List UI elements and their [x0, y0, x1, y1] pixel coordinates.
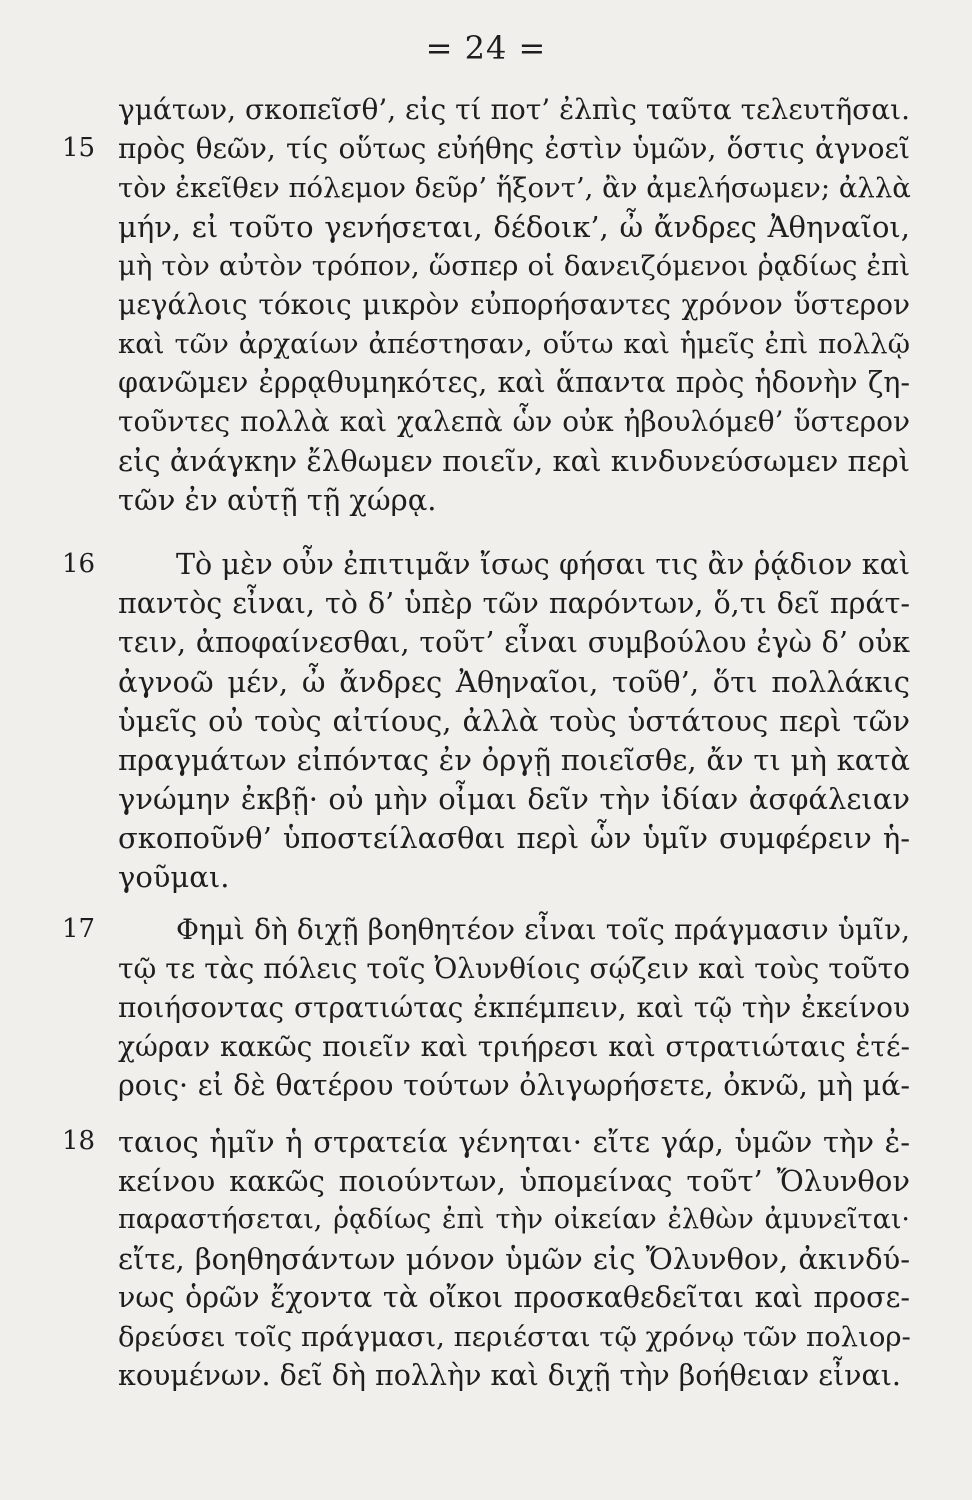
text-line: ὑμεῖς οὐ τοὺς αἰτίους, ἀλλὰ τοὺς ὑστάτους περὶ τῶν — [118, 704, 910, 738]
text-line: ποιήσοντας στρατιώτας ἐκπέμπειν, καὶ τῷ τὴν ἐκείνου — [118, 991, 910, 1024]
text-line: Τὸ μὲν οὖν ἐπιτιμᾶν ἴσως φήσαι τις ἂν ῥᾴδιον καὶ — [176, 548, 910, 581]
text-line: πρὸς θεῶν, τίς οὕτως εὐήθης ἐστὶν ὑμῶν, ὅστις ἀγνοεῖ — [118, 132, 910, 165]
section-number-17: 17 — [62, 914, 96, 944]
text-line: παντὸς εἶναι, τὸ δ’ ὑπὲρ τῶν παρόντων, ὅ,τι δεῖ πράτ- — [118, 587, 910, 620]
text-line: τοῦντες πολλὰ καὶ χαλεπὰ ὧν οὐκ ἠβουλόμεθ’ ὕστερον — [118, 405, 910, 438]
text-line: μὴ τὸν αὐτὸν τρόπον, ὥσπερ οἱ δανειζόμενοι ῥᾳδίως ἐπὶ — [118, 250, 910, 282]
text-line: τὸν ἐκεῖθεν πόλεμον δεῦρ’ ἥξοντ’, ἂν ἀμελήσωμεν; ἀλλὰ — [118, 172, 911, 204]
text-line: Φημὶ δὴ διχῇ βοηθητέον εἶναι τοῖς πράγμασιν ὑμῖν, — [176, 913, 910, 946]
page-number: = 24 = — [425, 29, 547, 67]
text-line: παραστήσεται, ῥᾳδίως ἐπὶ τὴν οἰκείαν ἐλθὼν ἀμυνεῖται· — [118, 1204, 910, 1235]
text-line: πραγμάτων εἰπόντας ἐν ὀργῇ ποιεῖσθε, ἄν τι μὴ κατὰ — [118, 743, 910, 777]
text-line: δρεύσει τοῖς πράγμασι, περιέσται τῷ χρόνῳ τῶν πολιορ- — [118, 1321, 911, 1353]
text-line: σκοποῦνθ’ ὑποστείλασθαι περὶ ὧν ὑμῖν συμφέρειν ἡ- — [118, 821, 910, 855]
text-line: εἴτε, βοηθησάντων μόνον ὑμῶν εἰς Ὄλυνθον, ἀκινδύ- — [118, 1242, 910, 1276]
section-number-15: 15 — [62, 133, 96, 163]
text-line: γνώμην ἐκβῇ· οὐ μὴν οἶμαι δεῖν τὴν ἰδίαν ἀσφάλειαν — [118, 782, 910, 816]
text-line: γοῦμαι. — [118, 860, 230, 894]
text-line: φανῶμεν ἐρρᾳθυμηκότες, καὶ ἅπαντα πρὸς ἡδονὴν ζη- — [118, 366, 910, 399]
text-line: ἀγνοῶ μέν, ὦ ἄνδρες Ἀθηναῖοι, τοῦθ’, ὅτι πολλάκις — [118, 665, 910, 699]
text-line: μεγάλοις τόκοις μικρὸν εὐπορήσαντες χρόνον ὕστερον — [118, 288, 910, 321]
section-number-18: 18 — [62, 1126, 96, 1156]
text-line: κουμένων. δεῖ δὴ πολλὴν καὶ διχῇ τὴν βοήθειαν εἶναι. — [118, 1359, 901, 1392]
text-line: μήν, εἰ τοῦτο γενήσεται, δέδοικ’, ὦ ἄνδρες Ἀθηναῖοι, — [118, 210, 910, 244]
text-line: ταιος ἡμῖν ἡ στρατεία γένηται· εἴτε γάρ, ὑμῶν τὴν ἐ- — [118, 1125, 910, 1159]
text-line: καὶ τῶν ἀρχαίων ἀπέστησαν, οὕτω καὶ ἡμεῖς ἐπὶ πολλῷ — [118, 328, 910, 360]
text-line: εἰς ἀνάγκην ἔλθωμεν ποιεῖν, καὶ κινδυνεύσωμεν περὶ — [118, 444, 910, 478]
text-line: ροις· εἰ δὲ θατέρου τούτων ὀλιγωρήσετε, ὀκνῶ, μὴ μά- — [118, 1069, 910, 1102]
text-line: νως ὁρῶν ἔχοντα τὰ οἴκοι προσκαθεδεῖται καὶ προσε- — [118, 1281, 910, 1314]
text-line: χώραν κακῶς ποιεῖν καὶ τριήρεσι καὶ στρατιώταις ἑτέ- — [118, 1030, 910, 1063]
text-line: τειν, ἀποφαίνεσθαι, τοῦτ’ εἶναι συμβούλου ἐγὼ δ’ οὐκ — [118, 626, 910, 659]
text-line: γμάτων, σκοπεῖσθ’, εἰς τί ποτ’ ἐλπὶς ταῦτα τελευτῆσαι. — [118, 93, 910, 126]
text-line: τῷ τε τὰς πόλεις τοῖς Ὀλυνθίοις σῴζειν καὶ τοὺς τοῦτο — [118, 952, 910, 985]
text-line: κείνου κακῶς ποιούντων, ὑπομείνας τοῦτ’ Ὄλυνθον — [118, 1164, 910, 1198]
section-number-16: 16 — [62, 549, 96, 579]
text-line: τῶν ἐν αὑτῇ τῇ χώρᾳ. — [118, 483, 437, 517]
